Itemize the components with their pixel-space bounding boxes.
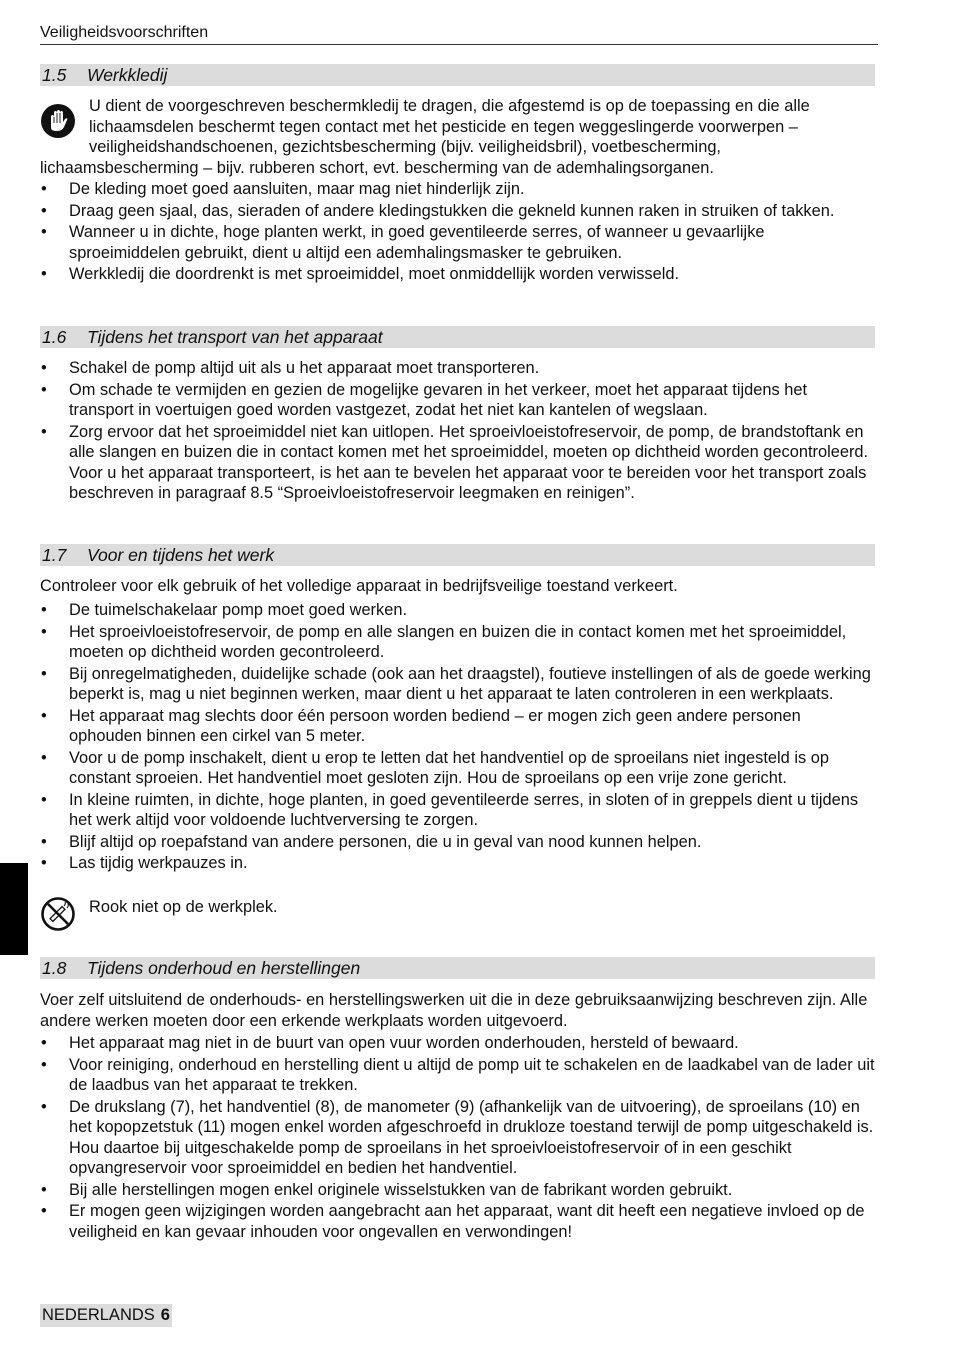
list-item: • Het apparaat mag slechts door één persoon worden bediend – er mogen zich geen andere personen ophouden binnen een cirkel van 5 meter.	[40, 706, 875, 747]
page-footer	[40, 1304, 172, 1327]
section-heading-1-8	[40, 957, 875, 979]
list-item: • Wanneer u in dichte, hoge planten werkt, in goed geventileerde serres, of wanneer u gevaarlijke sproeimiddelen gebruikt, dient u altijd een ademhalingsmasker te gebruiken.	[40, 222, 875, 263]
list-item: • Blijf altijd op roepafstand van andere personen, die u in geval van nood kunnen helpen.	[40, 832, 875, 853]
list-item: • De drukslang (7), het handventiel (8), de manometer (9) (afhankelijk van de uitvoering), de sproeilans (10) en het kopopzetstuk (11) mogen enkel worden afgeschroefd in drukloze toestand terwijl de pomp uitgeschakeld is. Hou daartoe bij uitgeschakelde pomp de sproeilans in het sproeivloeistofreservoir of in een geschikt opvangreservoir voor sproeimiddel en bedien het handventiel.	[40, 1097, 875, 1179]
werkkledij-intro-rest: lichaamsbescherming – bijv. rubberen schort, evt. bescherming van de ademhalingsorganen.	[40, 158, 714, 177]
list-item: • Om schade te vermijden en gezien de mogelijke gevaren in het verkeer, moet het apparaat tijdens het transport in voertuigen goed worden vastgezet, zodat het niet kan kantelen of wegslaan.	[40, 380, 875, 421]
section-heading-1-7	[40, 544, 875, 566]
werk-list	[40, 600, 875, 875]
onderhoud-intro: Voer zelf uitsluitend de onderhouds- en herstellingswerken uit die in deze gebruiksaanwijzing beschreven zijn. Alle andere werken moeten door een erkende werkplaats worden uitgevoerd.	[40, 991, 868, 1030]
werk-intro: Controleer voor elk gebruik of het volledige apparaat in bedrijfsveilige toestand verkeert.	[40, 577, 678, 595]
section-title: Werkkledij	[87, 65, 168, 85]
list-item: • De kleding moet goed aansluiten, maar mag niet hinderlijk zijn.	[40, 179, 875, 200]
header-title: Veiligheidsvoorschriften	[40, 24, 209, 41]
no-smoking-icon	[40, 896, 76, 932]
list-item: • In kleine ruimten, in dichte, hoge planten, in goed geventileerde serres, in sloten of in greppels dient u tijdens het werk altijd voor voldoende luchtverversing te zorgen.	[40, 790, 875, 831]
list-item: • Las tijdig werkpauzes in.	[40, 853, 875, 874]
page-number: 6	[160, 1306, 170, 1324]
footer-language: NEDERLANDS	[42, 1306, 155, 1324]
werkkledij-intro-first: U dient de voorgeschreven beschermkledij te dragen, die afgestemd is op de toepassing en die alle lichaamsdelen beschermt tegen contact met het pesticide en tegen weggeslingerde voorwerpen – veiligheidshandschoenen, gezichtsbescherming (bijv. veiligheidsbril), voetbescherming,	[89, 97, 810, 156]
list-item: • Voor reiniging, onderhoud en herstelling dient u altijd de pomp uit te schakelen en de laadkabel van de lader uit de laadbus van het apparaat te trekken.	[40, 1055, 875, 1096]
section-number: 1.8	[42, 958, 67, 978]
section-heading-1-5	[40, 64, 875, 86]
running-header	[40, 23, 878, 45]
werkkledij-list	[40, 179, 875, 286]
werkkledij-intro	[40, 96, 875, 178]
side-thumb-tab	[0, 863, 28, 955]
list-item: • Voor u de pomp inschakelt, dient u erop te letten dat het handventiel op de sproeilans niet ingesteld is op constant sproeien. Het handventiel moet gesloten zijn. Hou de sproeilans op een vrije zone gericht.	[40, 748, 875, 789]
transport-list	[40, 358, 875, 505]
section-number: 1.5	[42, 65, 67, 85]
section-title: Tijdens onderhoud en herstellingen	[87, 958, 361, 978]
list-item: • Draag geen sjaal, das, sieraden of andere kledingstukken die gekneld kunnen raken in struiken of takken.	[40, 201, 875, 222]
section-title: Voor en tijdens het werk	[87, 545, 275, 565]
list-item: • Er mogen geen wijzigingen worden aangebracht aan het apparaat, want dit heeft een negatieve invloed op de veiligheid en kan gevaar inhouden voor ongevallen en verwondingen!	[40, 1201, 875, 1242]
section-number: 1.7	[42, 545, 67, 565]
section-number: 1.6	[42, 327, 67, 347]
list-item: • Bij alle herstellingen mogen enkel originele wisselstukken van de fabrikant worden gebruikt.	[40, 1180, 875, 1201]
section-heading-1-6	[40, 326, 875, 348]
section-title: Tijdens het transport van het apparaat	[87, 327, 383, 347]
list-item: • De tuimelschakelaar pomp moet goed werken.	[40, 600, 875, 621]
list-item: • Schakel de pomp altijd uit als u het apparaat moet transporteren.	[40, 358, 875, 379]
list-item: • Het sproeivloeistofreservoir, de pomp en alle slangen en buizen die in contact komen met het sproeimiddel, moeten op dichtheid worden gecontroleerd.	[40, 622, 875, 663]
list-item: • Zorg ervoor dat het sproeimiddel niet kan uitlopen. Het sproeivloeistofreservoir, de pomp, de brandstoftank en alle slangen en buizen die in contact komen met het sproeimiddel, moeten op dichtheid worden gecontroleerd. Voor u het apparaat transporteert, is het aan te bevelen het apparaat voor te bereiden voor het transport zoals beschreven in paragraaf 8.5 “Sproeivloeistofreservoir leegmaken en reinigen”.	[40, 422, 875, 504]
list-item: • Werkkledij die doordrenkt is met sproeimiddel, moet onmiddellijk worden verwisseld.	[40, 264, 875, 285]
onderhoud-list	[40, 1033, 875, 1243]
list-item: • Het apparaat mag niet in de buurt van open vuur worden onderhouden, hersteld of bewaard.	[40, 1033, 875, 1054]
list-item: • Bij onregelmatigheden, duidelijke schade (ook aan het draagstel), foutieve instellingen of als de goede werking beperkt is, mag u niet beginnen werken, maar dient u het apparaat te laten controleren in een werkplaats.	[40, 664, 875, 705]
no-smoking-text: Rook niet op de werkplek.	[89, 898, 278, 916]
